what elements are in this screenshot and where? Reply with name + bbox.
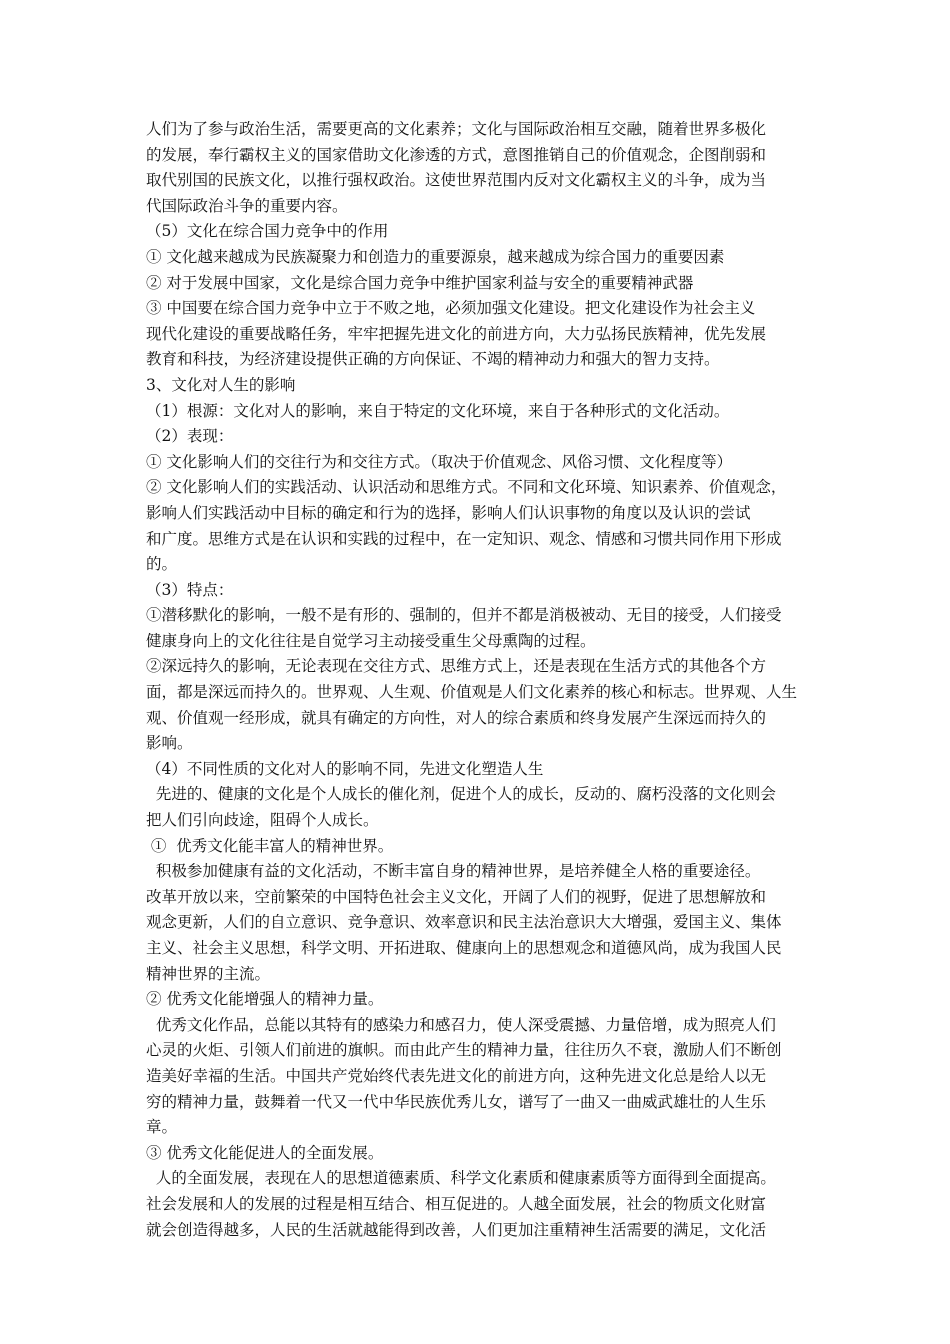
section-heading: （2）表现： xyxy=(146,427,234,446)
text-line: 影响。 xyxy=(146,734,193,753)
text-line: 积极参加健康有益的文化活动，不断丰富自身的精神世界，是培养健全人格的重要途径。 xyxy=(146,862,761,881)
text-line: 的发展，奉行霸权主义的国家借助文化渗透的方式，意图推销自己的价值观念，企图削弱和 xyxy=(146,145,767,164)
text-line: 心灵的火炬、引领人们前进的旗帜。而由此产生的精神力量，往往历久不衰，激励人们不断创 xyxy=(146,1041,782,1060)
list-item: ③ 优秀文化能促进人的全面发展。 xyxy=(146,1143,384,1162)
text-line: 和广度。思维方式是在认识和实践的过程中，在一定知识、观念、情感和习惯共同作用下形成 xyxy=(146,529,782,548)
text-line: 观念更新，人们的自立意识、竞争意识、效率意识和民主法治意识大大增强，爱国主义、集体 xyxy=(146,913,782,932)
list-item: ①潜移默化的影响，一般不是有形的、强制的，但并不都是消极被动、无目的接受，人们接受 xyxy=(146,606,782,625)
text-line: 穷的精神力量，鼓舞着一代又一代中华民族优秀儿女，谱写了一曲又一曲威武雄壮的人生乐 xyxy=(146,1092,767,1111)
text-line: 人们为了参与政治生活，需要更高的文化素养；文化与国际政治相互交融，随着世界多极化 xyxy=(146,120,767,138)
list-item: ②深远持久的影响，无论表现在交往方式、思维方式上，还是表现在生活方式的其他各个方 xyxy=(146,657,767,676)
text-line: 代国际政治斗争的重要内容。 xyxy=(146,196,348,215)
section-heading: （5）文化在综合国力竞争中的作用 xyxy=(146,222,389,241)
list-item: ② 优秀文化能增强人的精神力量。 xyxy=(146,990,384,1009)
text-line: 社会发展和人的发展的过程是相互结合、相互促进的。人越全面发展，社会的物质文化财富 xyxy=(146,1194,767,1213)
text-line: 主义、社会主义思想，科学文明、开拓进取、健康向上的思想观念和道德风尚，成为我国人民 xyxy=(146,939,782,957)
text-line: 章。 xyxy=(146,1118,178,1137)
text-line: 改革开放以来，空前繁荣的中国特色社会主义文化，开阔了人们的视野，促进了思想解放和 xyxy=(146,887,767,906)
text-line: 观、价值观一经形成，就具有确定的方向性，对人的综合素质和终身发展产生深远而持久的 xyxy=(146,708,767,727)
text-line: 的。 xyxy=(146,555,178,574)
text-line: 把人们引向歧途，阻碍个人成长。 xyxy=(146,811,379,830)
text-line: 造美好幸福的生活。中国共产党始终代表先进文化的前进方向，这种先进文化总是给人以无 xyxy=(146,1066,767,1085)
document-body xyxy=(146,117,822,1243)
text-line: 影响人们实践活动中目标的确定和行为的选择，影响人们认识事物的角度以及认识的尝试 xyxy=(146,503,751,522)
list-item: ③ 中国要在综合国力竞争中立于不败之地，必须加强文化建设。把文化建设作为社会主义 xyxy=(146,299,756,318)
section-heading: （4）不同性质的文化对人的影响不同，先进文化塑造人生 xyxy=(146,759,544,778)
list-item: ② 文化影响人们的实践活动、认识活动和思维方式。不同和文化环境、知识素养、价值观念， xyxy=(146,478,787,497)
list-item: ① 优秀文化能丰富人的精神世界。 xyxy=(146,836,394,855)
list-item: ① 文化越来越成为民族凝聚力和创造力的重要源泉，越来越成为综合国力的重要因素 xyxy=(146,247,725,266)
text-line: 人的全面发展，表现在人的思想道德素质、科学文化素质和健康素质等方面得到全面提高。 xyxy=(146,1169,776,1188)
text-line: 面，都是深远而持久的。世界观、人生观、价值观是人们文化素养的核心和标志。世界观、人生 xyxy=(146,683,798,702)
text-line: 教育和科技，为经济建设提供正确的方向保证、不竭的精神动力和强大的智力支持。 xyxy=(146,350,720,369)
text-line: 优秀文化作品，总能以其特有的感染力和感召力，使人深受震撼、力量倍增，成为照亮人们 xyxy=(146,1015,776,1034)
section-heading: （1）根源：文化对人的影响，来自于特定的文化环境，来自于各种形式的文化活动。 xyxy=(146,401,730,420)
section-heading: 3、文化对人生的影响 xyxy=(146,375,296,394)
text-line: 取代别国的民族文化，以推行强权政治。这使世界范围内反对文化霸权主义的斗争，成为当 xyxy=(146,171,767,190)
text-line: 就会创造得越多，人民的生活就越能得到改善，人们更加注重精神生活需要的满足，文化活 xyxy=(146,1220,767,1239)
text-line: 精神世界的主流。 xyxy=(146,964,271,983)
section-heading: （3）特点： xyxy=(146,580,234,599)
text-line: 健康身向上的文化往往是自觉学习主动接受重生父母熏陶的过程。 xyxy=(146,631,596,650)
text-line: 先进的、健康的文化是个人成长的催化剂，促进个人的成长，反动的、腐朽没落的文化则会 xyxy=(146,785,776,804)
list-item: ② 对于发展中国家，文化是综合国力竞争中维护国家利益与安全的重要精神武器 xyxy=(146,273,694,292)
text-line: 现代化建设的重要战略任务，牢牢把握先进文化的前进方向，大力弘扬民族精神，优先发展 xyxy=(146,324,767,343)
list-item: ① 文化影响人们的交往行为和交往方式。（取决于价值观念、风俗习惯、文化程度等） xyxy=(146,452,733,471)
